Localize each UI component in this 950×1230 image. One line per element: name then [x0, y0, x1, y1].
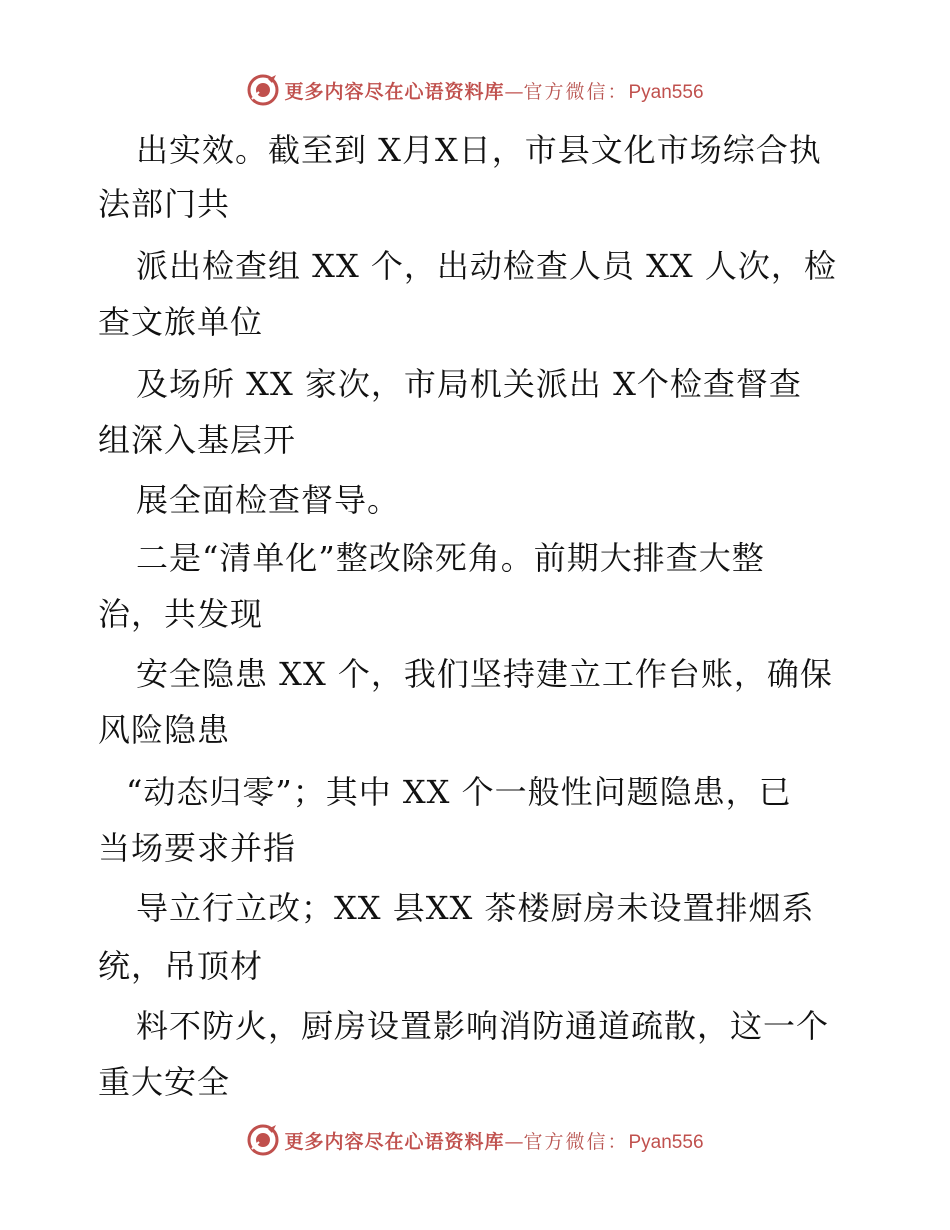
text-line: 及场所 XX 家次，市局机关派出 X个检查督查: [136, 365, 802, 403]
logo-icon: [246, 1123, 280, 1157]
text-line: 查文旅单位: [98, 303, 264, 341]
text-line: 当场要求并指: [98, 829, 297, 867]
text-line: 安全隐患 XX 个，我们坚持建立工作台账，确保: [136, 655, 833, 693]
text-line: 组深入基层开: [98, 421, 297, 459]
footer-banner: [0, 1120, 950, 1160]
text-line: 统，吊顶材: [98, 947, 264, 985]
footer-separator: —: [504, 1130, 524, 1153]
header-account: Pyan556: [628, 81, 704, 103]
text-line: 展全面检查督导。: [136, 481, 401, 519]
text-line: “动态归零”；其中 XX 个一般性问题隐患，已: [126, 773, 792, 811]
footer-brand: 更多内容尽在心语资料库: [284, 1130, 505, 1153]
footer-wechat-label: 官方微信：: [523, 1130, 629, 1153]
header-banner-text: [284, 77, 703, 104]
header-banner: [0, 70, 950, 110]
text-line: 法部门共: [98, 185, 231, 223]
text-line: 派出检查组 XX 个，出动检查人员 XX 人次，检: [136, 247, 837, 285]
header-wechat-label: 官方微信：: [523, 80, 629, 103]
text-line: 料不防火，厨房设置影响消防通道疏散，这一个: [136, 1007, 830, 1045]
text-line: 治，共发现: [98, 595, 264, 633]
footer-banner-text: [284, 1127, 703, 1154]
text-line: 导立行立改；XX 县XX 茶楼厨房未设置排烟系: [136, 889, 815, 927]
text-line: 出实效。截至到 X月X日，市县文化市场综合执: [136, 131, 822, 169]
header-brand: 更多内容尽在心语资料库: [284, 80, 505, 103]
text-line: 重大安全: [98, 1063, 231, 1101]
logo-icon: [246, 73, 280, 107]
text-line: 二是“清单化”整改除死角。前期大排查大整: [136, 539, 765, 577]
text-line: 风险隐患: [98, 711, 231, 749]
footer-account: Pyan556: [628, 1131, 704, 1153]
header-separator: —: [504, 80, 524, 103]
